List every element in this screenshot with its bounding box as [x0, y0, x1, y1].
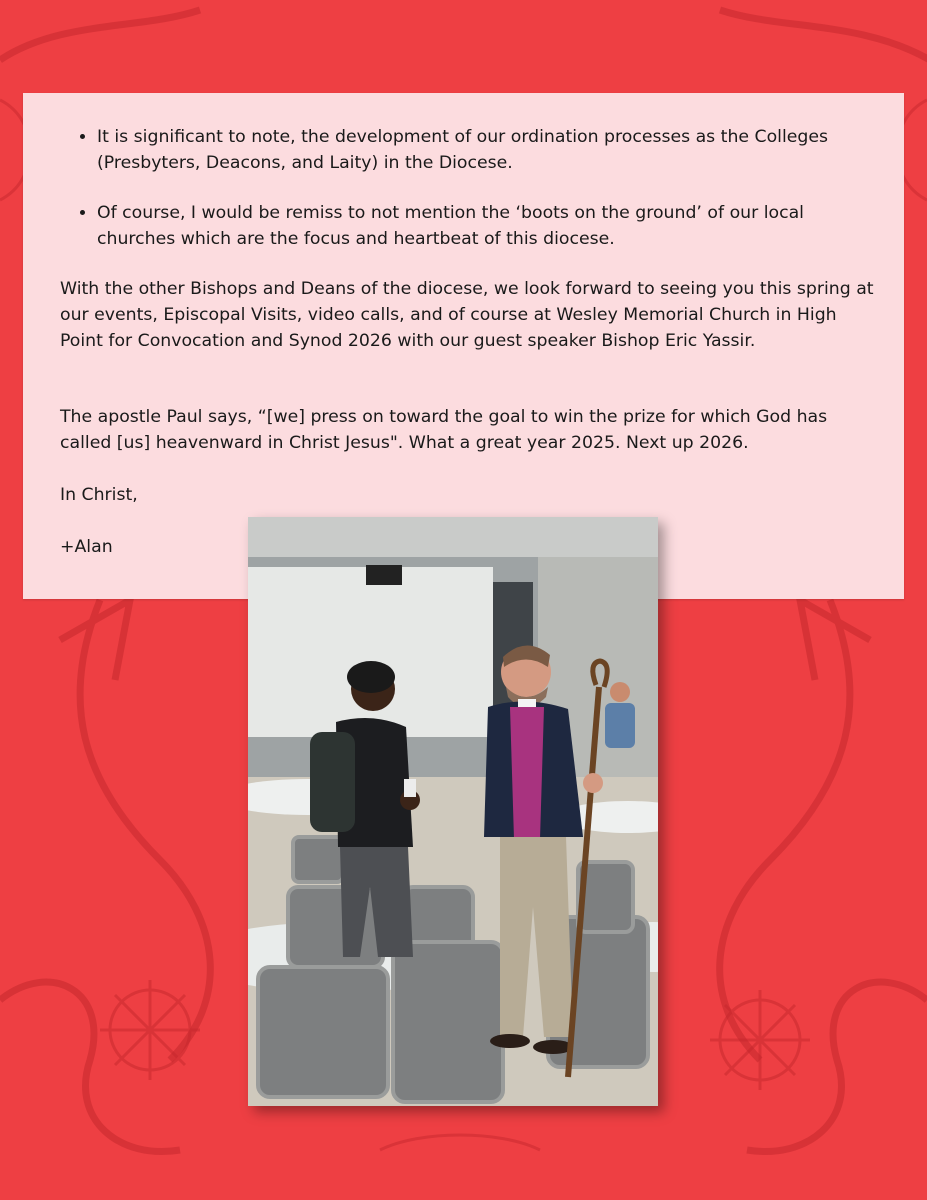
signature: +Alan: [60, 537, 113, 557]
bullet-item: • Of course, I would be remiss to not mention the ‘boots on the ground’ of our local churches which are the focus and heartbeat of this diocese.: [97, 200, 880, 252]
bullet-list: [60, 124, 880, 252]
bullet-item: • It is significant to note, the development of our ordination processes as the Colleges (Presbyters, Deacons, and Laity) in the Diocese.: [97, 124, 880, 176]
closing: In Christ,: [60, 485, 138, 505]
paragraph: The apostle Paul says, “[we] press on toward the goal to win the prize for which God has called [us] heavenward in Christ Jesus". What a great year 2025. Next up 2026.: [60, 407, 828, 453]
paragraph: With the other Bishops and Deans of the diocese, we look forward to seeing you this spring at our events, Episcopal Visits, video calls, and of course at Wesley Memorial Church in High Point for Convocation and Synod 2026 with our guest speaker Bishop Eric Yassir.: [60, 279, 874, 351]
event-photo: [248, 517, 658, 1106]
letter-body: [60, 124, 880, 560]
